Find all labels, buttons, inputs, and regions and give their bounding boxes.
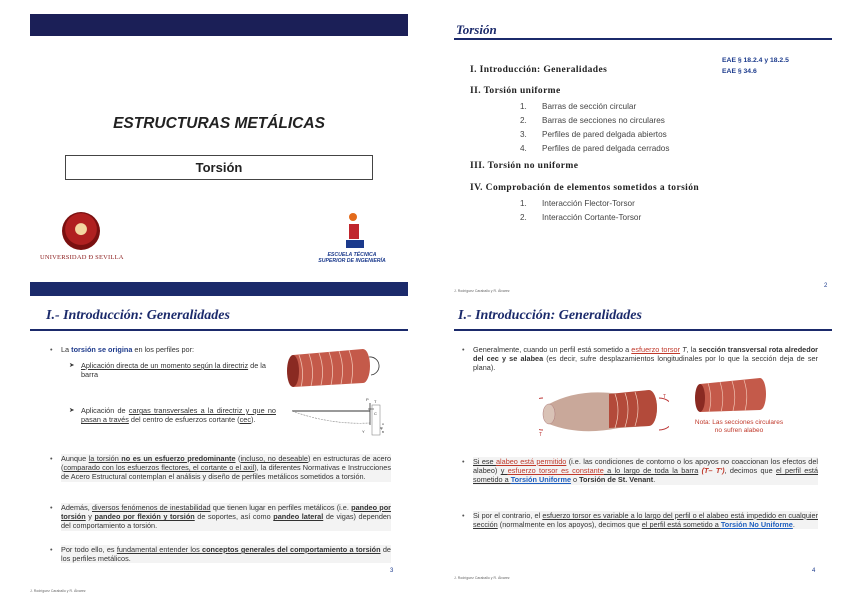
slide-title: Torsión (456, 22, 497, 37)
torque-label: T (663, 394, 667, 400)
page-number: 2 (824, 283, 828, 289)
text: . (792, 520, 795, 530)
text: esfuerzo torsor es variable a lo largo del perfil o el alabeo está impedido en cualquier sección (473, 511, 818, 530)
text: de la barra (81, 361, 266, 380)
torque-label: T (539, 432, 543, 438)
highlight: alabeo está permitido (495, 457, 567, 466)
highlight: esfuerzo torsor (631, 345, 681, 354)
twisted-bar-illustration (285, 345, 380, 391)
slide-title: I.- Introducción: Generalidades (46, 308, 230, 323)
item-label: Barras de sección circular (542, 102, 637, 111)
circular-note: Nota: Las secciones circulares no sufren alabeo (694, 419, 784, 434)
circular-bar-illustration (694, 374, 774, 414)
text: , decimos que (724, 466, 776, 476)
text: sección transversal rota alrededor del cec y se alabea (473, 345, 818, 364)
item-number: 1. (520, 102, 527, 111)
text: Por todo ello, es (61, 545, 117, 554)
text: y (85, 512, 95, 522)
title-rule (30, 329, 408, 331)
diagram-label: B (382, 430, 385, 434)
text: La (61, 345, 72, 354)
footer-authors: J. Rodríguez Caraballo y R. Álvarez (30, 589, 86, 593)
text: fundamental entender los (116, 545, 203, 554)
section-iii: III. Torsión no uniforme (470, 161, 579, 171)
university-name: UNIVERSIDAD Ð SEVILLA (40, 254, 124, 261)
bullet-not-predominant (61, 454, 391, 482)
slide-1-cover (0, 0, 424, 299)
section-ii: II. Torsión uniforme (470, 86, 561, 96)
text: del centro de esfuerzos cortante ( (128, 415, 240, 425)
school-name-line2: SUPERIOR DE INGENIERÍA (318, 258, 386, 264)
page-number: 3 (390, 568, 394, 574)
item-label: Perfiles de pared delgada abiertos (542, 130, 667, 139)
text: ) en estructuras de acero ( (61, 454, 392, 473)
item-label: Barras de secciones no circulares (542, 116, 665, 125)
text: comparado con los esfuerzos flectores, el cortante o el axil (63, 463, 255, 473)
title-rule (454, 329, 832, 331)
text: o (571, 475, 580, 485)
topic-box: Torsión (65, 155, 373, 180)
school-logo-icon (345, 212, 365, 250)
diagram-label: φ (380, 425, 383, 430)
text: cec (239, 415, 251, 425)
list-item (520, 102, 636, 111)
section-iv: IV. Comprobación de elementos sometidos a torsión (470, 183, 700, 193)
text: el perfil está sometido a (641, 520, 721, 530)
bullet-warping (473, 345, 818, 373)
text: Si ese (473, 457, 496, 466)
text: a lo largo de toda la barra (603, 466, 699, 476)
list-item (520, 130, 667, 139)
text: de soportes, así como (194, 512, 274, 522)
text: Aplicación directa de un momento según la directriz (81, 361, 249, 370)
text: Aunque (61, 454, 89, 463)
text: pandeo por torsión (61, 503, 392, 522)
text: conceptos generales del comportamiento a torsión (202, 545, 381, 554)
bullet-nonuniform-torsion (473, 511, 818, 529)
uniform-torsion-link[interactable]: Torsión Uniforme (510, 475, 572, 485)
text: ( (235, 454, 241, 463)
sub-bullet-moment (81, 361, 276, 379)
title-rule (454, 38, 832, 40)
item-number: 2. (520, 213, 527, 222)
diagram-label: T (374, 399, 377, 404)
text: . (653, 475, 656, 485)
item-number: 1. (520, 199, 527, 208)
list-item (520, 213, 641, 222)
text: en los perfiles por: (132, 345, 195, 354)
text: cargas transversales a la directriz y que no pasan a través (81, 406, 276, 425)
highlight: torsión se origina (71, 345, 133, 354)
section-i: I. Introducción: Generalidades (470, 65, 608, 75)
list-item (520, 144, 669, 153)
university-seal-icon (62, 212, 100, 250)
top-banner (30, 14, 408, 36)
reference-1: EAE § 18.2.4 y 18.2.5 (722, 57, 789, 64)
cantilever-diagram (290, 395, 390, 443)
slide-title: I.- Introducción: Generalidades (458, 308, 642, 323)
bullet-conclusion (61, 545, 391, 563)
course-title: ESTRUCTURAS METÁLICAS (113, 115, 325, 132)
bullet-origin (61, 345, 281, 354)
text: diversos fenómenos de inestabilidad (92, 503, 211, 512)
text: y (500, 466, 508, 476)
diagram-label: Y (362, 429, 365, 434)
text: ). (250, 415, 256, 425)
text: Generalmente, cuando un perfil está sometido a (473, 345, 632, 354)
text: Si por el contrario, el (473, 511, 543, 520)
footer-authors: J. Rodríguez Caraballo y R. Álvarez (454, 576, 510, 580)
text: (es decir, sufre desplazamientos longitudinales por lo que la sección deja de ser plana). (473, 354, 818, 373)
bullet-instability (61, 503, 391, 531)
text: que tienen lugar en perfiles metálicos (i.e. (210, 503, 352, 512)
text: incluso, no deseable (240, 454, 308, 463)
footer-authors: J. Rodríguez Caraballo y R. Álvarez (454, 289, 510, 293)
text: la torsión (88, 454, 122, 463)
text: de vigas) dependen del comportamiento a torsión. (61, 512, 391, 531)
text: , la (686, 345, 699, 354)
bottom-banner (30, 282, 408, 296)
list-item (520, 199, 635, 208)
diagram-label: A (382, 422, 385, 426)
page-number: 4 (812, 568, 816, 574)
sub-bullet-loads (81, 406, 276, 424)
text: el perfil está sometido a (473, 466, 818, 485)
item-label: Interacción Flector-Torsor (542, 199, 635, 208)
school-name (302, 252, 402, 264)
text: Torsión de St. Venant (579, 475, 654, 485)
reference-2: EAE § 34.6 (722, 68, 757, 75)
warped-bar-illustration (539, 378, 669, 442)
bullet-uniform-torsion (473, 457, 818, 485)
text: no es un esfuerzo predominante (121, 454, 236, 463)
item-label: Interacción Cortante-Torsor (542, 213, 642, 222)
nonuniform-torsion-link[interactable]: Torsión No Uniforme (720, 520, 793, 530)
text: Aplicación de (81, 406, 129, 415)
slide-2-index (424, 0, 848, 299)
slide-3-intro (0, 300, 424, 599)
diagram-label: C (374, 411, 377, 416)
text: (T– T') (698, 466, 725, 476)
list-item (520, 116, 665, 125)
highlight: esfuerzo torsor es constante (507, 466, 604, 476)
text: ), la diferentes Normativas e Instrucciones de Acero Estructural contemplan el análisis y diseño de perfiles metálicos sometidos a torsión. (61, 463, 391, 482)
item-label: Perfiles de pared delgada cerrados (542, 144, 670, 153)
text: T (680, 345, 687, 354)
item-number: 4. (520, 144, 527, 153)
item-number: 2. (520, 116, 527, 125)
school-name-line1: ESCUELA TÉCNICA (327, 252, 377, 258)
text: (normalmente en los apoyos), decimos que (497, 520, 642, 530)
text: pandeo lateral (273, 512, 324, 522)
slide-4-intro (424, 300, 848, 599)
diagram-label: P (366, 397, 369, 402)
text: (i.e. las condiciones de contorno o los apoyos no coaccionan los efectos del alabeo) (473, 457, 818, 476)
item-number: 3. (520, 130, 527, 139)
text: pandeo por flexión y torsión (94, 512, 195, 522)
text: Además, (61, 503, 92, 512)
text: de los perfiles metálicos. (61, 545, 391, 564)
